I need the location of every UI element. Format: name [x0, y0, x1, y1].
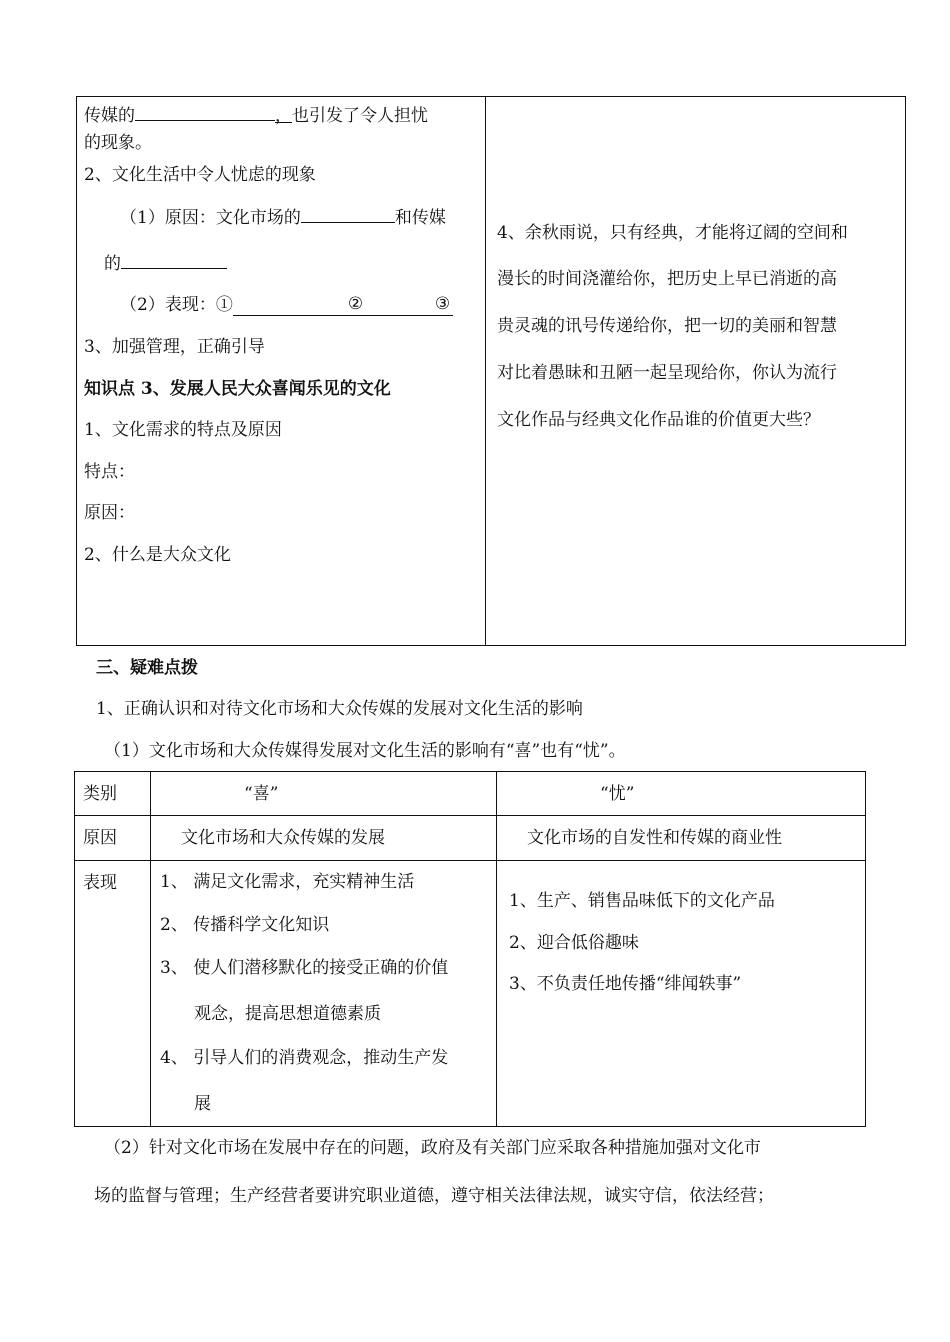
- table-manifest-label: 表现: [83, 873, 117, 893]
- sub-point-1: （1）文化市场和大众传媒得发展对文化生活的影响有“喜”也有“忧”。: [104, 741, 626, 761]
- section-heading: 三、疑难点拨: [96, 658, 198, 678]
- text: ，: [275, 106, 292, 126]
- joy-item: 1、 满足文化需求，充实精神生活: [160, 872, 415, 892]
- joy-item: 3、 使人们潜移默化的接受正确的价值: [160, 958, 449, 978]
- item-3: 3、加强管理，正确引导: [84, 337, 265, 357]
- fill-blank: [301, 206, 395, 223]
- table-row-line: [74, 860, 866, 861]
- text: 和传媒: [394, 208, 446, 228]
- right-line: 4、余秋雨说，只有经典，才能将辽阔的空间和: [497, 223, 848, 243]
- fill-blank: [121, 252, 227, 269]
- k3-item-2: 2、什么是大众文化: [84, 545, 231, 565]
- table-cause-worry: 文化市场的自发性和传媒的商业性: [527, 828, 782, 848]
- joy-item-cont: 展: [194, 1094, 211, 1114]
- knowledge-point-3: 知识点 3、发展人民大众喜闻乐见的文化: [84, 379, 391, 399]
- text: 传媒的: [84, 106, 135, 126]
- right-line: 文化作品与经典文化作品谁的价值更大些？: [497, 410, 820, 430]
- reason-line-cont: [104, 249, 227, 274]
- right-line: 漫长的时间浇灌给你，把历史上早已消逝的高: [497, 269, 837, 289]
- table-cause-label: 原因: [83, 828, 117, 848]
- text: （2）表现：①: [120, 295, 233, 315]
- table-header-worry: “忧”: [600, 784, 635, 804]
- k3-reasons: 原因：: [84, 503, 135, 523]
- left-line-1: [84, 101, 428, 126]
- right-line: 贵灵魂的讯号传递给你，把一切的美丽和智慧: [497, 316, 837, 336]
- joy-item-cont: 观念，提高思想道德素质: [194, 1004, 381, 1024]
- worry-item: 3、不负责任地传播“绯闻轶事”: [509, 974, 742, 994]
- table-row-line: [74, 815, 866, 816]
- column-divider: [485, 96, 486, 646]
- k3-item-1: 1、文化需求的特点及原因: [84, 420, 282, 440]
- table-col-line: [496, 771, 497, 1127]
- reason-line: [120, 203, 446, 228]
- table-header-joy: “喜”: [244, 784, 279, 804]
- left-line-2: 的现象。: [84, 133, 152, 153]
- fill-blank-group: [233, 295, 453, 316]
- text: （1）原因：文化市场的: [120, 208, 301, 228]
- text: 也引发了令人担忧: [292, 106, 428, 126]
- joy-item: 4、 引导人们的消费观念，推动生产发: [160, 1048, 449, 1068]
- performance-line: [120, 290, 453, 316]
- text: ②: [347, 294, 364, 314]
- worry-item: 1、生产、销售品味低下的文化产品: [509, 891, 775, 911]
- table-cause-joy: 文化市场和大众传媒的发展: [181, 828, 385, 848]
- fill-blank: [135, 104, 275, 121]
- table-col-line: [150, 771, 151, 1127]
- right-line: 对比着愚昧和丑陋一起呈现给你，你认为流行: [497, 363, 837, 383]
- text: 的: [104, 254, 121, 274]
- item-2: 2、文化生活中令人忧虑的现象: [84, 165, 316, 185]
- point-1: 1、正确认识和对待文化市场和大众传媒的发展对文化生活的影响: [96, 699, 583, 719]
- k3-features: 特点：: [84, 462, 135, 482]
- after-table-line-1: （2）针对文化市场在发展中存在的问题，政府及有关部门应采取各种措施加强对文化市: [104, 1138, 761, 1158]
- table-header-category: 类别: [83, 784, 117, 804]
- joy-item: 2、 传播科学文化知识: [160, 915, 330, 935]
- worry-item: 2、迎合低俗趣味: [509, 933, 639, 953]
- after-table-line-2: 场的监督与管理；生产经营者要讲究职业道德，遵守相关法律法规，诚实守信，依法经营；: [94, 1186, 774, 1206]
- text: ③: [434, 294, 451, 314]
